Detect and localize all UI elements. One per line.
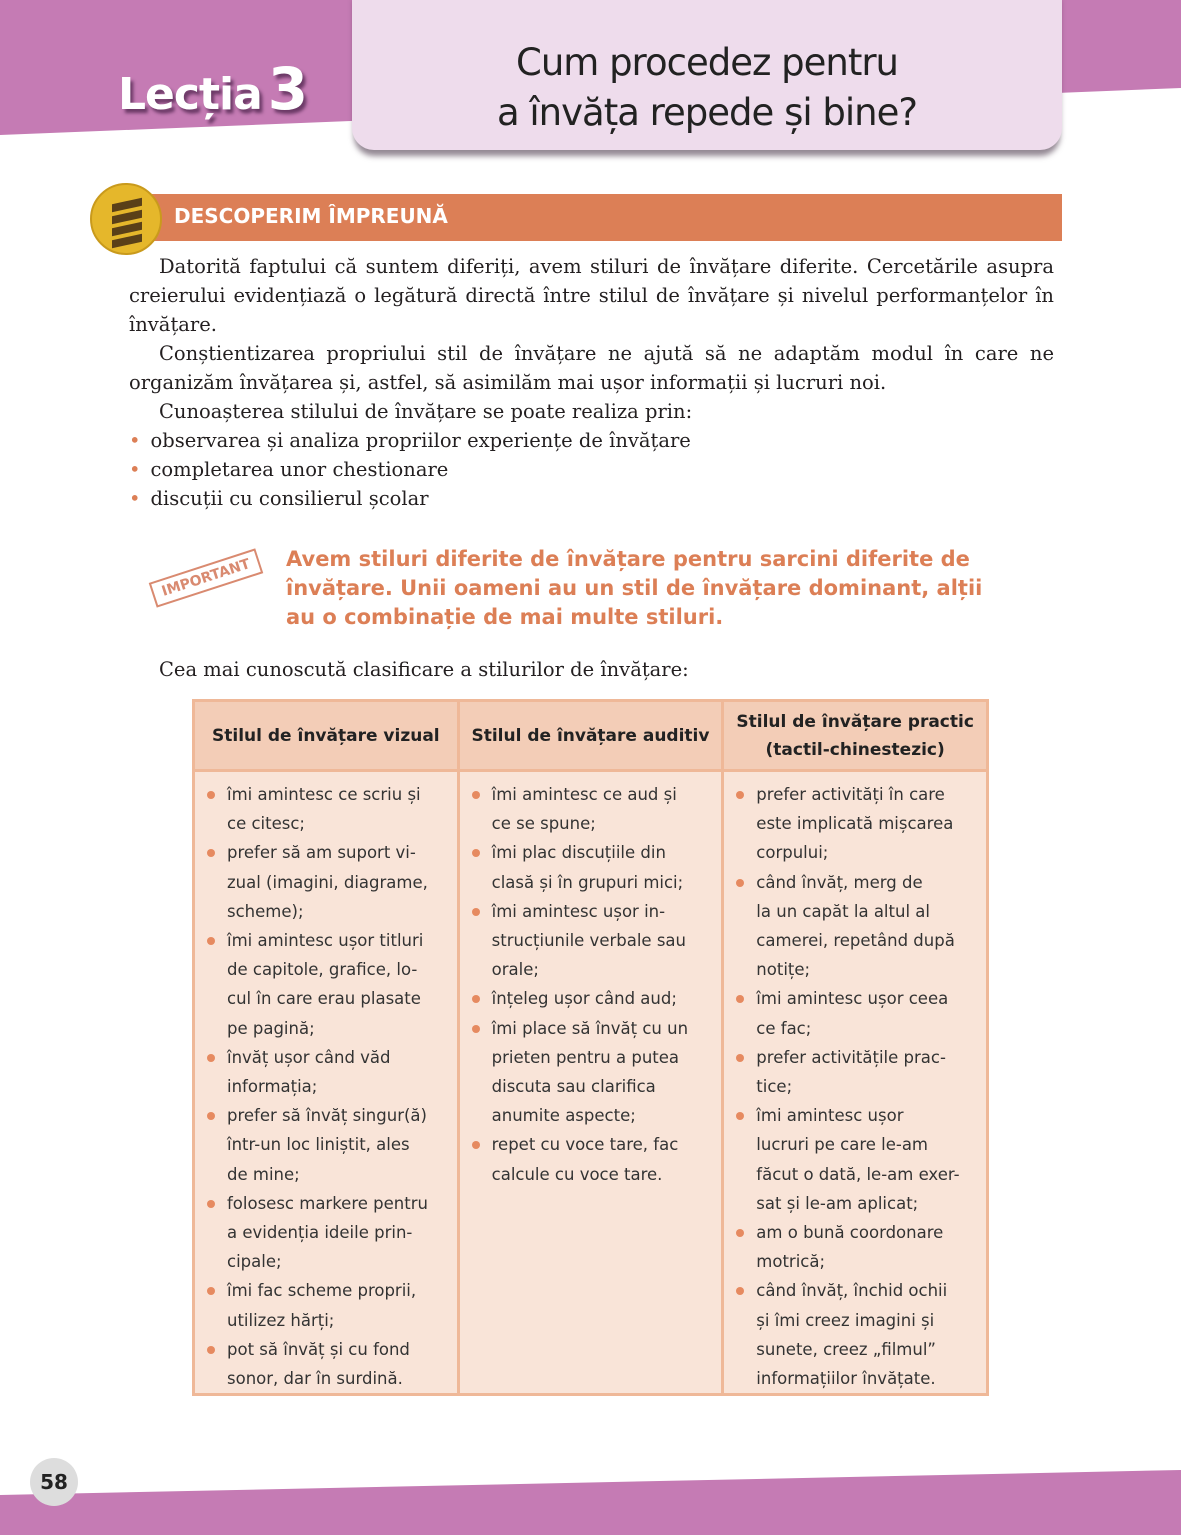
column-header: Stilul de învățare vizual bbox=[194, 701, 459, 771]
lesson-title-card bbox=[352, 0, 1062, 150]
table-list-item: prefer să învăț singur(ă) într-un loc liniștit, ales de mine; bbox=[205, 1101, 453, 1189]
table-list-item: învăț ușor când văd informația; bbox=[205, 1043, 453, 1101]
footer-banner bbox=[0, 1470, 1181, 1535]
section-title: DESCOPERIM ÎMPREUNĂ bbox=[174, 204, 448, 228]
learning-styles-table bbox=[192, 699, 989, 1396]
table-list-item: când învăț, merg de la un capăt la altul al camerei, repetând după notițe; bbox=[734, 868, 982, 985]
table-list-item: îmi plac discuțiile din clasă și în grupuri mici; bbox=[470, 838, 718, 896]
table-list-item: îmi amintesc ce aud și ce se spune; bbox=[470, 780, 718, 838]
table-list-item: îmi place să învăț cu un prieten pentru a putea discuta sau clarifica anumite aspecte; bbox=[470, 1014, 718, 1131]
lesson-title-line1: Cum procedez pentru bbox=[515, 41, 899, 84]
bullet-item: • observarea și analiza propriilor experiențe de învățare bbox=[129, 429, 691, 452]
page-number: 58 bbox=[30, 1458, 78, 1506]
bullet-item: • discuții cu consilierul școlar bbox=[129, 487, 429, 510]
table-intro: Cea mai cunoscută clasificare a stilurilor de învățare: bbox=[159, 658, 689, 681]
table-list-item: îmi fac scheme proprii, utilizez hărți; bbox=[205, 1276, 453, 1334]
column-header: Stilul de învățare auditiv bbox=[458, 701, 723, 771]
paragraph: Conștientizarea propriului stil de învățare ne ajută să ne adaptăm modul în care ne organizăm învățarea și, astfel, să asimilăm mai ușor informații și lucruri noi. bbox=[129, 342, 1054, 394]
lesson-label: Lecția 3 bbox=[118, 55, 308, 123]
table-list-item: îmi amintesc ușor in- strucțiunile verbale sau orale; bbox=[470, 897, 718, 985]
table-list-item: înțeleg ușor când aud; bbox=[470, 984, 718, 1013]
table-list-item: îmi amintesc ușor lucruri pe care le-am făcut o dată, le-am exer- sat și le-am aplicat; bbox=[734, 1101, 982, 1218]
table-list-item: pot să învăț și cu fond sonor, dar în surdină. bbox=[205, 1335, 453, 1393]
paragraph: Datorită faptului că suntem diferiți, avem stiluri de învățare diferite. Cercetările asupra creierului evidențiază o legătură directă între stilul de învățare și nivelul performanțelor în învățare. bbox=[129, 255, 1054, 336]
table-list-item: prefer să am suport vi- zual (imagini, diagrame, scheme); bbox=[205, 838, 453, 926]
books-icon bbox=[90, 183, 162, 255]
section-header bbox=[150, 194, 1062, 241]
table-list-item: prefer activitățile prac- tice; bbox=[734, 1043, 982, 1101]
column-practical bbox=[723, 771, 988, 1395]
table-list-item: folosesc markere pentru a evidenția ideile prin- cipale; bbox=[205, 1189, 453, 1277]
column-visual bbox=[194, 771, 459, 1395]
column-auditory bbox=[458, 771, 723, 1395]
bullet-item: • completarea unor chestionare bbox=[129, 458, 449, 481]
table-list-item: îmi amintesc ce scriu și ce citesc; bbox=[205, 780, 453, 838]
table-list-item: repet cu voce tare, fac calcule cu voce tare. bbox=[470, 1130, 718, 1188]
column-header: Stilul de învățare practic (tactil-chinestezic) bbox=[723, 701, 988, 771]
lesson-title-line2: a învăța repede și bine? bbox=[496, 91, 918, 134]
table-list-item: am o bună coordonare motrică; bbox=[734, 1218, 982, 1276]
table-list-item: prefer activități în care este implicată mișcarea corpului; bbox=[734, 780, 982, 868]
table-list-item: îmi amintesc ușor ceea ce fac; bbox=[734, 984, 982, 1042]
important-stamp: IMPORTANT bbox=[149, 548, 264, 607]
table-list-item: îmi amintesc ușor titluri de capitole, grafice, lo- cul în care erau plasate pe pagină; bbox=[205, 926, 453, 1043]
important-note: Avem stiluri diferite de învățare pentru sarcini diferite de învățare. Unii oameni au un stil de învățare dominant, alții au o combinație de mai multe stiluri. bbox=[286, 547, 983, 629]
paragraph: Cunoașterea stilului de învățare se poate realiza prin: bbox=[159, 400, 693, 423]
table-list-item: când învăț, închid ochii și îmi creez imagini și sunete, creez „filmul” informațiilor învățate. bbox=[734, 1276, 982, 1393]
